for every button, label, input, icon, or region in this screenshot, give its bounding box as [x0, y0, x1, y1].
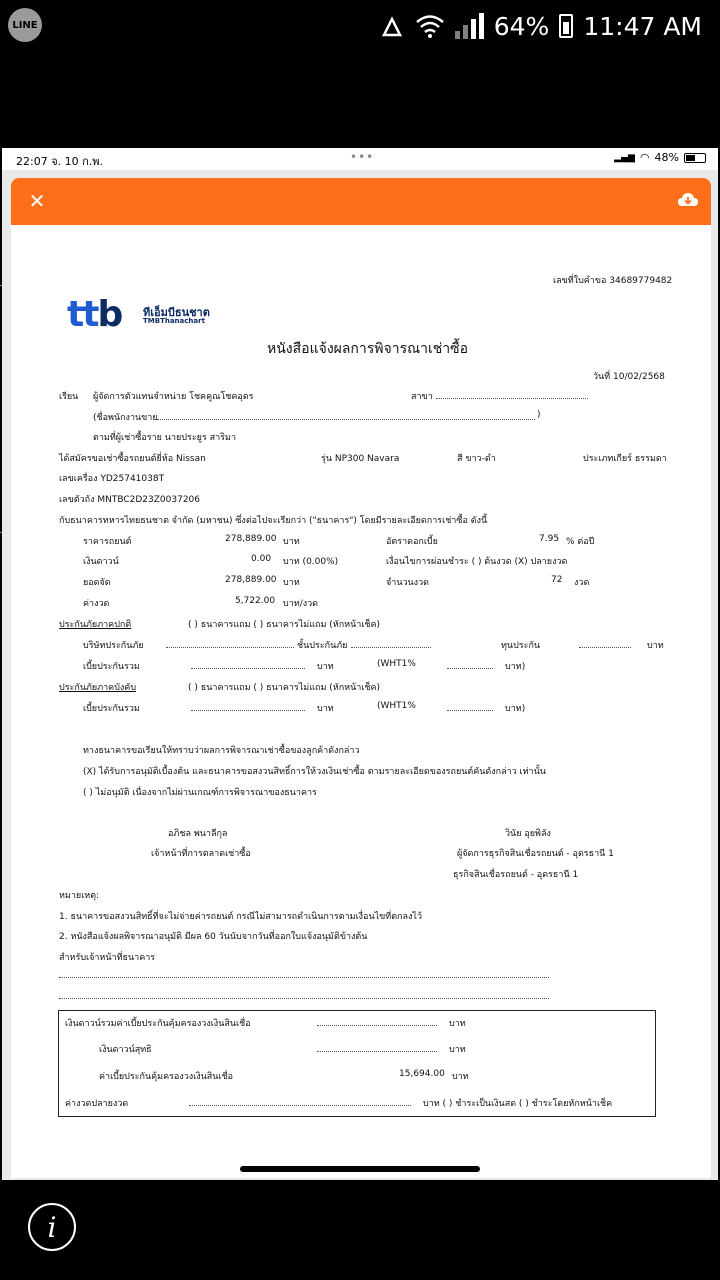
premium-total-label: เบี้ยประกันรวม: [83, 662, 140, 672]
home-indicator: [240, 1166, 480, 1172]
installments-value: 72: [551, 575, 563, 585]
finance-amount-unit: บาท: [283, 578, 300, 588]
monthly-payment-value: 5,722.00: [235, 596, 276, 606]
officer-label: สำหรับเจ้าหน้าที่ธนาคาร: [59, 953, 156, 963]
monthly-payment-label: ค่างวด: [83, 599, 110, 609]
interest-rate-label: อัตราดอกเบี้ย: [386, 537, 438, 547]
document-title: หนังสือแจ้งผลการพิจารณาเช่าซื้อ: [267, 341, 469, 357]
signer2-department: ธุรกิจสินเชื่อรถยนต์ - อุดรธานี 1: [453, 870, 579, 880]
signer1-title: เจ้าหน้าที่การตลาดเช่าซื้อ: [151, 849, 251, 859]
voluntary-insurance-options: ( ) ธนาคารแถม ( ) ธนาคารไม่แถม (หักหน้าเช็ค): [188, 620, 380, 630]
sheet-header: [11, 178, 711, 225]
to-value: ผู้จัดการตัวแทนจำหน่าย โชคคูณโชคอุดร: [93, 392, 254, 402]
compulsory-premium-label: เบี้ยประกันรวม: [83, 704, 140, 714]
compulsory-premium-unit: บาท: [317, 704, 334, 714]
wht-unit: บาท): [505, 662, 526, 672]
wifi-icon: [415, 13, 445, 39]
wht-label: (WHT1%: [377, 659, 416, 669]
signer2-title: ผู้จัดการธุรกิจสินเชื่อรถยนต์ - อุดรธานี 1: [457, 849, 614, 859]
car-price-label: ราคารถยนต์: [83, 537, 132, 547]
sum-insured-unit: บาท: [647, 641, 664, 651]
voluntary-insurance-label: ประกันภัยภาคปกติ: [59, 620, 132, 630]
ios-status-bar: [2, 148, 718, 170]
notify-text: ทางธนาคารขอเรียนให้ทราบว่าผลการพิจารณาเช่าซื้อของลูกค้าดังกล่าว: [83, 746, 360, 756]
sum-insured-label: ทุนประกัน: [501, 641, 541, 651]
applicant: ตามที่ผู้เช่าซื้อราย นายประยูร สาริมา: [93, 433, 237, 443]
salesperson-label: (ชื่อพนักงานขาย: [93, 413, 158, 423]
salesperson-close: ): [537, 410, 541, 420]
reference-number: เลขที่ใบคำขอ 34689779482: [553, 276, 673, 286]
down-payment-unit: บาท (0.00%): [283, 557, 339, 567]
ios-wifi-icon: ◠: [639, 151, 650, 164]
clock: 11:47 AM: [583, 11, 702, 41]
box-row3-unit: บาท: [452, 1072, 469, 1082]
approval-letter: [11, 225, 711, 1178]
to-label: เรียน: [59, 392, 79, 402]
ttb-logo: ttb: [67, 294, 122, 335]
box-balloon-options: บาท ( ) ชำระเป็นเงินสด ( ) ชำระโดยหักหน้าเช็ค: [423, 1099, 613, 1109]
document-date: วันที่ 10/02/2568: [593, 372, 665, 382]
monthly-payment-unit: บาท/งวด: [283, 599, 319, 609]
car-brand: ได้สมัครขอเช่าซื้อรถยนต์ยี่ห้อ Nissan: [59, 454, 206, 464]
interest-rate-unit: % ต่อปี: [566, 537, 595, 547]
more-dots-icon: •••: [350, 150, 375, 164]
box-credit-premium-value: 15,694.00: [399, 1069, 445, 1079]
battery-icon: [559, 14, 573, 38]
cloud-download-icon[interactable]: [677, 190, 699, 212]
insurer-label: บริษัทประกันภัย: [83, 641, 144, 651]
screenshot-content: [2, 148, 718, 1180]
android-status-bar: [0, 0, 720, 52]
box-down-plus-premium-label: เงินดาวน์รวมค่าเบี้ยประกันคุ้มครองวงเงินสินเชื่อ: [65, 1019, 251, 1029]
ios-battery-icon: [684, 153, 706, 163]
rejected-option: ( ) ไม่อนุมัติ เนื่องจากไม่ผ่านเกณฑ์การพิจารณาของธนาคาร: [83, 788, 317, 798]
note-1: 1. ธนาคารขอสงวนสิทธิ์ที่จะไม่จ่ายค่ารถยนต์ กรณีไม่สามารถดำเนินการตามเงื่อนไขที่ตกลงไว้: [59, 912, 422, 922]
compulsory-wht-unit: บาท): [505, 704, 526, 714]
note-2: 2. หนังสือแจ้งผลพิจารณาอนุมัติ มีผล 60 วันนับจากวันที่ออกใบแจ้งอนุมัติข้างต้น: [59, 932, 368, 942]
installments-unit: งวด: [574, 578, 590, 588]
compulsory-insurance-options: ( ) ธนาคารแถม ( ) ธนาคารไม่แถม (หักหน้าเช็ค): [188, 683, 380, 693]
branch-label: สาขา: [411, 392, 433, 402]
line-app-icon: LINE: [8, 8, 42, 42]
ios-battery-percent: 48%: [654, 151, 679, 164]
data-transfer-icon: [379, 13, 405, 39]
battery-percent: 64%: [493, 11, 550, 41]
box-balloon-label: ค่างวดปลายงวด: [65, 1099, 129, 1109]
compulsory-insurance-label: ประกันภัยภาคบังคับ: [59, 683, 137, 693]
car-model: รุ่น NP300 Navara: [321, 454, 400, 464]
document-sheet: [11, 178, 711, 1178]
finance-amount-label: ยอดจัด: [83, 578, 111, 588]
finance-amount-value: 278,889.00: [225, 575, 277, 585]
car-color: สี ขาว-ดำ: [457, 454, 496, 464]
payment-terms: เงื่อนไขการผ่อนชำระ ( ) ต้นงวด (X) ปลายงวด: [386, 557, 568, 567]
box-credit-premium-label: ค่าเบี้ยประกันคุ้มครองวงเงินสินเชื่อ: [99, 1072, 234, 1082]
info-icon[interactable]: i: [28, 1203, 76, 1251]
chassis-number: เลขตัวถัง MNTBC2D23Z0037206: [59, 495, 200, 505]
down-payment-value: 0.00: [251, 554, 272, 564]
signer2-name: วินัย อุยพิลัง: [505, 829, 551, 839]
down-payment-label: เงินดาวน์: [83, 557, 119, 567]
insurance-class-label: ชั้นประกันภัย: [297, 641, 348, 651]
logo-thai-text: ทีเอ็มบีธนชาต: [143, 306, 210, 319]
box-net-down-label: เงินดาวน์สุทธิ: [99, 1045, 152, 1055]
compulsory-wht-label: (WHT1%: [377, 701, 416, 711]
box-row2-unit: บาท: [449, 1045, 466, 1055]
gear-type: ประเภทเกียร์ ธรรมดา: [583, 454, 667, 464]
car-price-value: 278,889.00: [225, 534, 277, 544]
cell-signal-icon: [455, 13, 484, 39]
close-icon[interactable]: ✕: [28, 189, 46, 213]
ios-signal-icon: ▂▄▆: [614, 152, 635, 163]
signer1-name: อภิชล พนาลีกุล: [168, 829, 228, 839]
notes-label: หมายเหตุ:: [59, 891, 100, 901]
logo-en-text: TMBThanachart: [143, 317, 205, 325]
premium-total-unit: บาท: [317, 662, 334, 672]
engine-number: เลขเครื่อง YD25741038T: [59, 474, 165, 484]
bank-intro: กับธนาคารทหารไทยธนชาต จำกัด (มหาชน) ซึ่งต่อไปจะเรียกว่า ("ธนาคาร") โดยมีรายละเอียดการเช่าซื้อ ดังนี้: [59, 516, 488, 526]
interest-rate-value: 7.95: [539, 534, 560, 544]
ios-time-date: 22:07 จ. 10 ก.พ.: [16, 155, 104, 168]
approved-option: (X) ได้รับการอนุมัติเบื้องต้น และธนาคารขอสงวนสิทธิ์การให้วงเงินเช่าซื้อ ตามรายละเอียดของรถยนต์คันดังกล่าว เท่านั้น: [83, 767, 546, 777]
installments-label: จำนวนงวด: [386, 578, 429, 588]
status-right-group: [379, 8, 702, 44]
box-row1-unit: บาท: [449, 1019, 466, 1029]
car-price-unit: บาท: [283, 537, 300, 547]
ios-status-right: [614, 151, 706, 164]
